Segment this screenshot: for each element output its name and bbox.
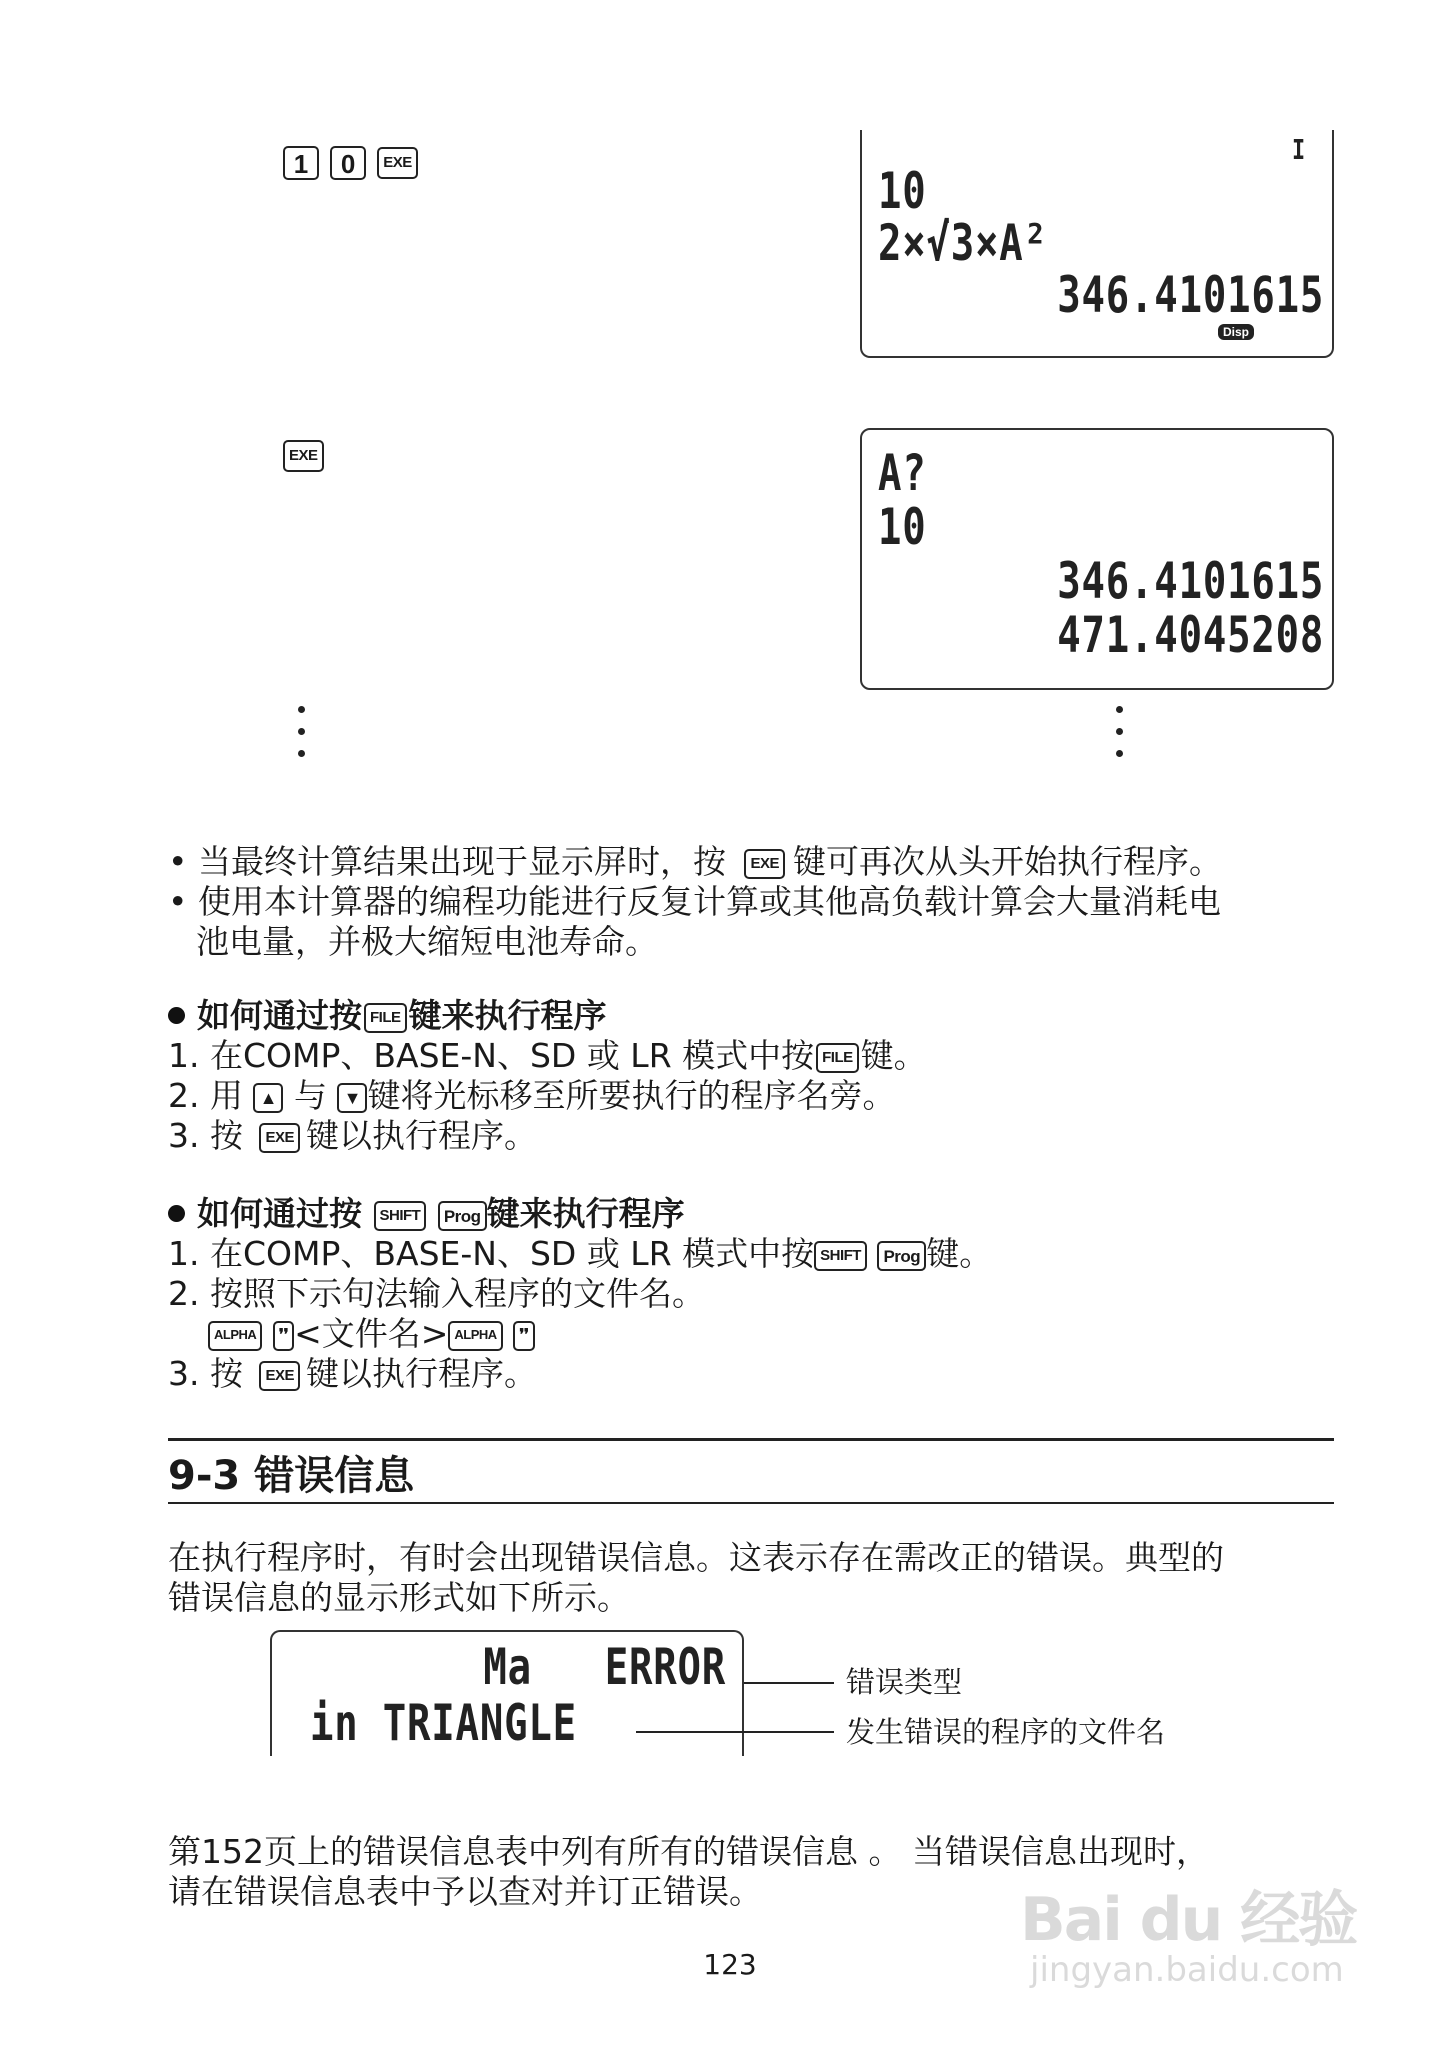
key-quote: ❜❜: [513, 1321, 534, 1351]
key-file: FILE: [364, 1003, 407, 1033]
lcd-line-2: 2×√3×A²: [878, 214, 1048, 272]
lcd-line-1: A?: [878, 444, 927, 502]
lcd-result: 346.4101615: [1057, 266, 1324, 324]
key-exe: EXE: [259, 1123, 300, 1153]
key-prog: Prog: [877, 1241, 926, 1271]
section-title: 9-3 错误信息: [168, 1453, 415, 1499]
file-step-2: 2. 用 ▲ 与 ▼ 键将光标移至所要执行的程序名旁。: [168, 1076, 896, 1115]
key-exe: EXE: [283, 440, 324, 472]
key-sequence-2: [283, 440, 324, 472]
key-prog: Prog: [438, 1201, 487, 1231]
continuation-dots-left: [298, 706, 306, 772]
continuation-dots-right: [1116, 706, 1124, 772]
key-file: FILE: [816, 1043, 859, 1073]
file-step-1: 1. 在COMP、BASE-N、SD 或 LR 模式中按 FILE 键。: [168, 1036, 927, 1075]
page-number: 123: [703, 1948, 757, 1981]
label-error-type: 错误类型: [846, 1665, 963, 1699]
lcd-line-2: 10: [878, 498, 927, 556]
file-section-heading: 如何通过按 FILE 键来执行程序: [168, 996, 607, 1036]
prog-syntax: ALPHA ❜❜ <文件名> ALPHA ❜❜: [208, 1314, 535, 1354]
key-up-arrow: ▲: [253, 1083, 283, 1113]
section-rule-top: [168, 1438, 1334, 1441]
key-exe: EXE: [259, 1361, 300, 1391]
lcd-line-4: 471.4045208: [1057, 606, 1324, 664]
callout-line-file-name: [636, 1731, 834, 1733]
lcd-line-3: 346.4101615: [1057, 552, 1324, 610]
key-shift: SHIFT: [814, 1241, 867, 1271]
section-outro-line-2: 请在错误信息表中予以查对并订正错误。: [168, 1872, 762, 1911]
key-alpha: ALPHA: [448, 1321, 502, 1351]
error-type-text: Ma ERROR: [483, 1638, 726, 1696]
error-lcd-screen: [270, 1630, 744, 1756]
callout-line-error-type: [744, 1682, 834, 1684]
prog-step-3: 3. 按 EXE 键以执行程序。: [168, 1354, 537, 1393]
key-0: 0: [330, 146, 366, 180]
prog-section-heading: 如何通过按 SHIFT Prog 键来执行程序: [168, 1194, 685, 1234]
section-intro-line-1: 在执行程序时，有时会出现错误信息。这表示存在需改正的错误。典型的: [168, 1538, 1224, 1577]
note-2-line-1: • 使用本计算器的编程功能进行反复计算或其他高负载计算会大量消耗电: [168, 882, 1221, 921]
prog-step-1: 1. 在COMP、BASE-N、SD 或 LR 模式中按 SHIFT Prog 键。: [168, 1234, 993, 1273]
key-alpha: ALPHA: [208, 1321, 262, 1351]
disp-indicator: Disp: [1218, 324, 1254, 340]
lcd-screen-1: [860, 130, 1334, 358]
key-quote: ❜❜: [273, 1321, 294, 1351]
key-1: 1: [283, 146, 319, 180]
note-2-line-2: 池电量，并极大缩短电池寿命。: [196, 922, 658, 961]
lcd-cursor: I: [1292, 133, 1307, 166]
watermark-url: jingyan.baidu.com: [1030, 1950, 1344, 1990]
section-rule-bottom: [168, 1502, 1334, 1504]
key-down-arrow: ▼: [337, 1083, 367, 1113]
file-step-3: 3. 按 EXE 键以执行程序。: [168, 1116, 537, 1155]
section-outro-line-1: 第152页上的错误信息表中列有所有的错误信息 。 当错误信息出现时，: [168, 1832, 1209, 1871]
label-file-name: 发生错误的程序的文件名: [846, 1715, 1166, 1749]
watermark-brand: Bai du 经验: [1020, 1885, 1357, 1955]
key-shift: SHIFT: [374, 1201, 427, 1231]
key-exe: EXE: [744, 849, 785, 879]
section-intro-line-2: 错误信息的显示形式如下所示。: [168, 1578, 630, 1617]
key-sequence-1: [283, 146, 418, 180]
key-exe: EXE: [377, 147, 418, 179]
note-1: • 当最终计算结果出现于显示屏时，按 EXE 键可再次从头开始执行程序。: [168, 842, 1222, 881]
lcd-line-1: 10: [878, 162, 927, 220]
error-file-text: in TRIANGLE: [310, 1694, 577, 1752]
prog-step-2: 2. 按照下示句法输入程序的文件名。: [168, 1274, 705, 1313]
lcd-screen-2: [860, 428, 1334, 690]
